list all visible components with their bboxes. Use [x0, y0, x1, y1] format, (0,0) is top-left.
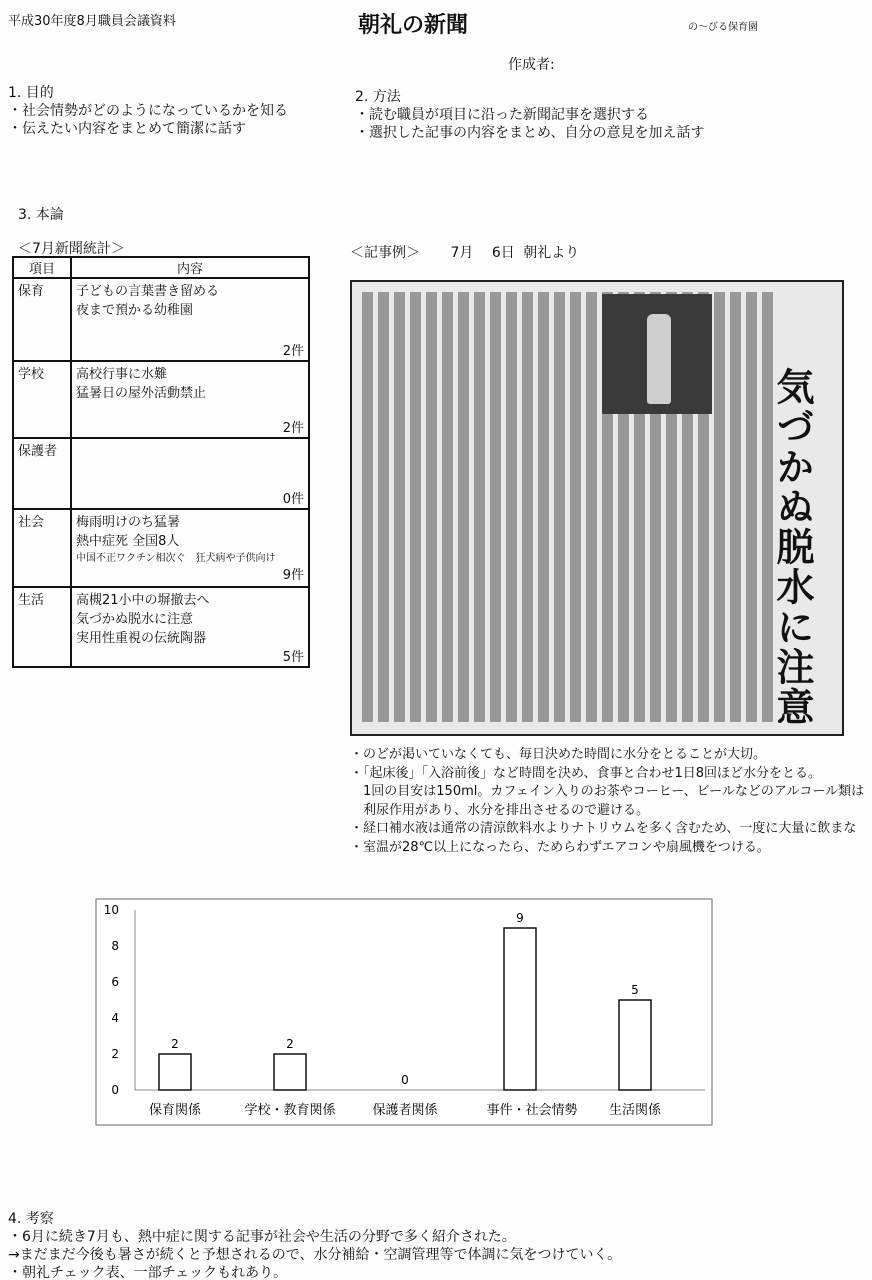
content-line: 実用性重視の伝統陶器 — [76, 631, 207, 646]
purpose-item: ・社会情勢がどのようになっているかを知る — [8, 103, 288, 119]
page-title: 朝礼の新聞 — [358, 13, 469, 38]
content-line: 熱中症死 全国8人 — [76, 534, 180, 549]
y-tick-label: 6 — [111, 975, 119, 989]
row-count: 9件 — [282, 568, 304, 583]
discussion-item: →まだまだ今後も暑さが続くと予想されるので、水分補給・空調管理等で体調に気をつけていく。 — [8, 1247, 622, 1263]
y-tick-label: 10 — [103, 903, 119, 917]
bar-value-label: 5 — [631, 983, 639, 997]
note-line: ・「起床後」「入浴前後」など時間を決め、食事と合わせ1日8回ほど水分をとる。 — [350, 765, 822, 781]
main-heading: 3. 本論 — [18, 207, 64, 223]
content-line: 猛暑日の屋外活動禁止 — [76, 386, 207, 401]
note-line: ・室温が28℃以上になったら、ためらわずエアコンや扇風機をつける。 — [350, 839, 770, 855]
table-row — [13, 587, 309, 667]
row-content — [71, 361, 309, 438]
newspaper-clipping — [350, 280, 844, 736]
bar — [504, 928, 536, 1090]
x-tick-label: 事件・社会情勢 — [486, 1103, 578, 1118]
y-tick-label: 8 — [111, 939, 119, 953]
article-month: 7月 — [450, 245, 474, 261]
method-heading: 2. 方法 — [355, 89, 401, 105]
table-row — [13, 509, 309, 587]
row-count: 0件 — [282, 492, 304, 507]
content-line: 高槻21小中の塀撤去へ — [76, 593, 210, 608]
water-bottle-photo — [602, 294, 712, 414]
table-row — [13, 438, 309, 509]
row-item: 社会 — [13, 509, 71, 587]
discussion-section — [8, 1210, 621, 1280]
article-notes — [350, 746, 864, 857]
col-item: 項目 — [13, 257, 71, 278]
article-day: 6日 — [491, 245, 515, 261]
news-stats-table — [12, 256, 310, 668]
content-line: 子どもの言葉書き留める — [76, 284, 220, 299]
row-item: 保育 — [13, 278, 71, 361]
article-body-text — [362, 292, 777, 722]
article-label: ＜記事例＞ — [350, 245, 420, 261]
discussion-item: ・6月に続き7月も、熱中症に関する記事が社会や生活の分野で多く紹介された。 — [8, 1229, 516, 1245]
y-tick-label: 4 — [111, 1011, 119, 1025]
note-line: 利尿作用があり、水分を排出させるので避ける。 — [350, 802, 650, 818]
bar-value-label: 2 — [171, 1037, 179, 1051]
row-count: 2件 — [282, 421, 304, 436]
discussion-heading: 4. 考察 — [8, 1211, 54, 1227]
content-line: 中国不正ワクチン相次ぐ 狂犬病や子供向け — [76, 553, 276, 564]
content-line: 梅雨明けのち猛暑 — [76, 515, 181, 530]
bar — [159, 1054, 191, 1090]
purpose-item: ・伝えたい内容をまとめて簡潔に話す — [8, 121, 246, 137]
stats-title: ＜7月新聞統計＞ — [18, 241, 125, 257]
bar — [274, 1054, 306, 1090]
y-tick-label: 2 — [111, 1047, 119, 1061]
news-category-bar-chart — [95, 898, 713, 1126]
row-item: 生活 — [13, 587, 71, 667]
method-item: ・選択した記事の内容をまとめ、自分の意見を加え話す — [355, 125, 705, 141]
doc-label: 平成30年度8月職員会議資料 — [8, 14, 176, 29]
row-content — [71, 509, 309, 587]
bar-value-label: 0 — [401, 1073, 409, 1087]
row-item: 保護者 — [13, 438, 71, 509]
table-row — [13, 278, 309, 361]
x-tick-label: 学校・教育関係 — [244, 1103, 336, 1118]
content-line: 夜まで預かる幼稚園 — [76, 303, 194, 318]
row-content — [71, 438, 309, 509]
row-count: 2件 — [282, 344, 304, 359]
bar-value-label: 9 — [516, 911, 524, 925]
table-row — [13, 361, 309, 438]
discussion-item: ・朝礼チェック表、一部チェックもれあり。 — [8, 1265, 288, 1280]
note-line: ・経口補水液は通常の清涼飲料水よりナトリウムを多く含むため、一度に大量に飲まな — [350, 821, 857, 836]
note-line: 1回の目安は150ml。カフェイン入りのお茶やコーヒー、ビールなどのアルコール類は — [350, 784, 865, 799]
purpose-section — [8, 84, 288, 138]
y-tick-label: 0 — [111, 1083, 119, 1097]
author-label: 作成者: — [508, 57, 555, 73]
row-content — [71, 278, 309, 361]
method-item: ・読む職員が項目に沿った新聞記事を選択する — [355, 107, 649, 123]
note-line: ・のどが渇いていなくても、毎日決めた時間に水分をとることが大切。 — [350, 747, 767, 762]
x-tick-label: 保護者関係 — [372, 1103, 438, 1118]
article-caption — [350, 242, 579, 262]
content-line: 気づかぬ脱水に注意 — [76, 612, 194, 627]
col-content: 内容 — [71, 257, 309, 278]
row-content — [71, 587, 309, 667]
org-name: の～びる保育園 — [688, 22, 758, 33]
bar-value-label: 2 — [286, 1037, 294, 1051]
row-item: 学校 — [13, 361, 71, 438]
row-count: 5件 — [282, 650, 304, 665]
x-tick-label: 保育関係 — [148, 1103, 202, 1118]
x-tick-label: 生活関係 — [608, 1103, 662, 1118]
article-source: 朝礼より — [523, 245, 580, 261]
article-headline: 気づかぬ脱水に注意 — [770, 367, 815, 727]
bar — [619, 1000, 651, 1090]
method-section — [355, 88, 704, 142]
purpose-heading: 1. 目的 — [8, 85, 54, 101]
content-line: 高校行事に水難 — [76, 367, 168, 382]
